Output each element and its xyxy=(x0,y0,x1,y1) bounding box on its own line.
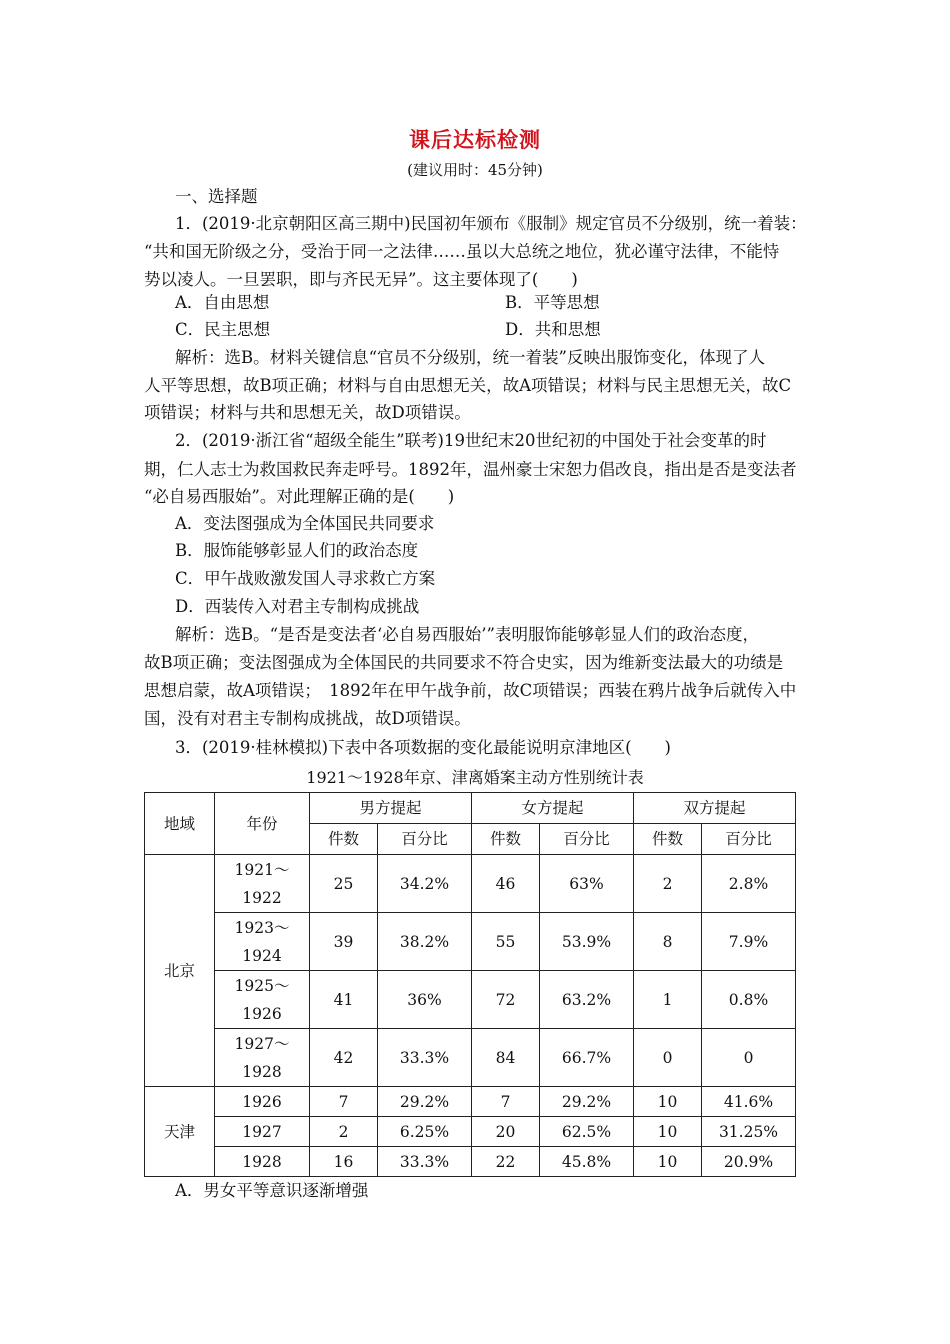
q1-line-1: 1．(2019·北京朝阳区高三期中)民国初年颁布《服制》规定官员不分级别，统一着装： xyxy=(175,214,807,233)
male-count: 25 xyxy=(310,855,378,913)
table-row xyxy=(145,1029,796,1087)
both-count: 10 xyxy=(634,1087,702,1117)
header-both-pct: 百分比 xyxy=(702,824,796,855)
female-pct: 53.9% xyxy=(540,913,634,971)
female-pct: 45.8% xyxy=(540,1147,634,1177)
male-pct: 34.2% xyxy=(378,855,472,913)
male-count: 39 xyxy=(310,913,378,971)
male-count: 41 xyxy=(310,971,378,1029)
q1-option-c: C．民主思想 xyxy=(175,320,271,339)
male-count: 16 xyxy=(310,1147,378,1177)
female-count: 20 xyxy=(472,1117,540,1147)
year-end: 1928 xyxy=(242,1062,282,1081)
both-count: 10 xyxy=(634,1117,702,1147)
female-count: 55 xyxy=(472,913,540,971)
both-pct: 31.25% xyxy=(702,1117,796,1147)
male-pct: 6.25% xyxy=(378,1117,472,1147)
table-row xyxy=(145,913,796,971)
year-cell: 1927 xyxy=(215,1117,310,1147)
female-pct: 63.2% xyxy=(540,971,634,1029)
q2-option-c: C．甲午战败激发国人寻求救亡方案 xyxy=(175,569,436,588)
year-start: 1921～ xyxy=(234,860,290,879)
q1-option-b: B．平等思想 xyxy=(505,293,600,312)
q2-analysis-2: 故B项正确；变法图强成为全体国民的共同要求不符合史实，因为维新变法最大的功绩是 xyxy=(144,653,784,672)
q1-analysis-2: 人平等思想，故B项正确；材料与自由思想无关，故A项错误；材料与民主思想无关，故C xyxy=(144,376,792,395)
header-male-count: 件数 xyxy=(310,824,378,855)
male-pct: 38.2% xyxy=(378,913,472,971)
female-pct: 29.2% xyxy=(540,1087,634,1117)
female-count: 84 xyxy=(472,1029,540,1087)
header-year: 年份 xyxy=(215,793,310,855)
q2-analysis-1: 解析：选B。“是否是变法者‘必自易西服始’”表明服饰能够彰显人们的政治态度， xyxy=(175,625,759,644)
q1-analysis-1: 解析：选B。材料关键信息“官员不分级别，统一着装”反映出服饰变化，体现了人 xyxy=(175,348,765,367)
female-pct: 66.7% xyxy=(540,1029,634,1087)
male-count: 42 xyxy=(310,1029,378,1087)
female-count: 72 xyxy=(472,971,540,1029)
year-start: 1923～ xyxy=(234,918,290,937)
header-both: 双方提起 xyxy=(634,793,796,824)
both-count: 1 xyxy=(634,971,702,1029)
region-beijing: 北京 xyxy=(145,855,215,1087)
q2-analysis-3: 思想启蒙，故A项错误； 1892年在甲午战争前，故C项错误；西装在鸦片战争后就传入中 xyxy=(144,681,797,700)
both-count: 0 xyxy=(634,1029,702,1087)
q2-line-2: 期，仁人志士为救国救民奔走呼号。1892年，温州豪士宋恕力倡改良，指出是否是变法者 xyxy=(144,460,797,479)
q2-line-3: “必自易西服始”。对此理解正确的是( ) xyxy=(144,487,455,506)
year-cell xyxy=(215,913,310,971)
q1-option-a: A．自由思想 xyxy=(175,293,270,312)
year-cell: 1926 xyxy=(215,1087,310,1117)
table-caption: 1921～1928年京、津离婚案主动方性别统计表 xyxy=(306,768,644,787)
female-pct: 62.5% xyxy=(540,1117,634,1147)
region-tianjin: 天津 xyxy=(145,1087,215,1177)
year-cell: 1928 xyxy=(215,1147,310,1177)
table-row xyxy=(145,855,796,913)
table-header-row xyxy=(145,793,796,824)
q2-line-1: 2．(2019·浙江省“超级全能生”联考)19世纪末20世纪初的中国处于社会变革的时 xyxy=(175,431,767,450)
both-pct: 41.6% xyxy=(702,1087,796,1117)
female-count: 22 xyxy=(472,1147,540,1177)
q3-line-1: 3．(2019·桂林模拟)下表中各项数据的变化最能说明京津地区( ) xyxy=(175,738,671,757)
male-pct: 29.2% xyxy=(378,1087,472,1117)
male-pct: 33.3% xyxy=(378,1029,472,1087)
both-pct: 0.8% xyxy=(702,971,796,1029)
table-row xyxy=(145,971,796,1029)
year-cell xyxy=(215,971,310,1029)
page-subtitle: (建议用时：45分钟) xyxy=(407,161,543,179)
header-male: 男方提起 xyxy=(310,793,472,824)
header-female-pct: 百分比 xyxy=(540,824,634,855)
female-count: 7 xyxy=(472,1087,540,1117)
q2-option-d: D．西装传入对君主专制构成挑战 xyxy=(175,597,420,616)
year-start: 1927～ xyxy=(234,1034,290,1053)
male-count: 2 xyxy=(310,1117,378,1147)
header-female: 女方提起 xyxy=(472,793,634,824)
male-pct: 33.3% xyxy=(378,1147,472,1177)
both-count: 2 xyxy=(634,855,702,913)
q2-option-a: A．变法图强成为全体国民共同要求 xyxy=(175,514,435,533)
female-pct: 63% xyxy=(540,855,634,913)
q2-option-b: B．服饰能够彰显人们的政治态度 xyxy=(175,541,419,560)
page-title: 课后达标检测 xyxy=(409,127,541,152)
q1-analysis-3: 项错误；材料与共和思想无关，故D项错误。 xyxy=(144,403,471,422)
both-count: 10 xyxy=(634,1147,702,1177)
header-male-pct: 百分比 xyxy=(378,824,472,855)
year-cell xyxy=(215,1029,310,1087)
year-start: 1925～ xyxy=(234,976,290,995)
female-count: 46 xyxy=(472,855,540,913)
male-pct: 36% xyxy=(378,971,472,1029)
both-pct: 7.9% xyxy=(702,913,796,971)
both-count: 8 xyxy=(634,913,702,971)
section-heading: 一、选择题 xyxy=(175,187,258,206)
table-row xyxy=(145,1147,796,1177)
table-row xyxy=(145,1087,796,1117)
q3-option-a: A．男女平等意识逐渐增强 xyxy=(175,1181,369,1200)
q2-analysis-4: 国，没有对君主专制构成挑战，故D项错误。 xyxy=(144,709,471,728)
both-pct: 20.9% xyxy=(702,1147,796,1177)
header-female-count: 件数 xyxy=(472,824,540,855)
q1-option-d: D．共和思想 xyxy=(505,320,601,339)
year-cell xyxy=(215,855,310,913)
year-end: 1922 xyxy=(242,888,282,907)
divorce-statistics-table xyxy=(144,792,796,1177)
male-count: 7 xyxy=(310,1087,378,1117)
q1-line-3: 势以凌人。一旦罢职，即与齐民无异”。这主要体现了( ) xyxy=(144,270,578,289)
both-pct: 2.8% xyxy=(702,855,796,913)
year-end: 1926 xyxy=(242,1004,282,1023)
q1-line-2: “共和国无阶级之分，受治于同一之法律……虽以大总统之地位，犹必谨守法律，不能恃 xyxy=(144,242,780,261)
year-end: 1924 xyxy=(242,946,282,965)
header-region: 地域 xyxy=(145,793,215,855)
table-row xyxy=(145,1117,796,1147)
header-both-count: 件数 xyxy=(634,824,702,855)
both-pct: 0 xyxy=(702,1029,796,1087)
